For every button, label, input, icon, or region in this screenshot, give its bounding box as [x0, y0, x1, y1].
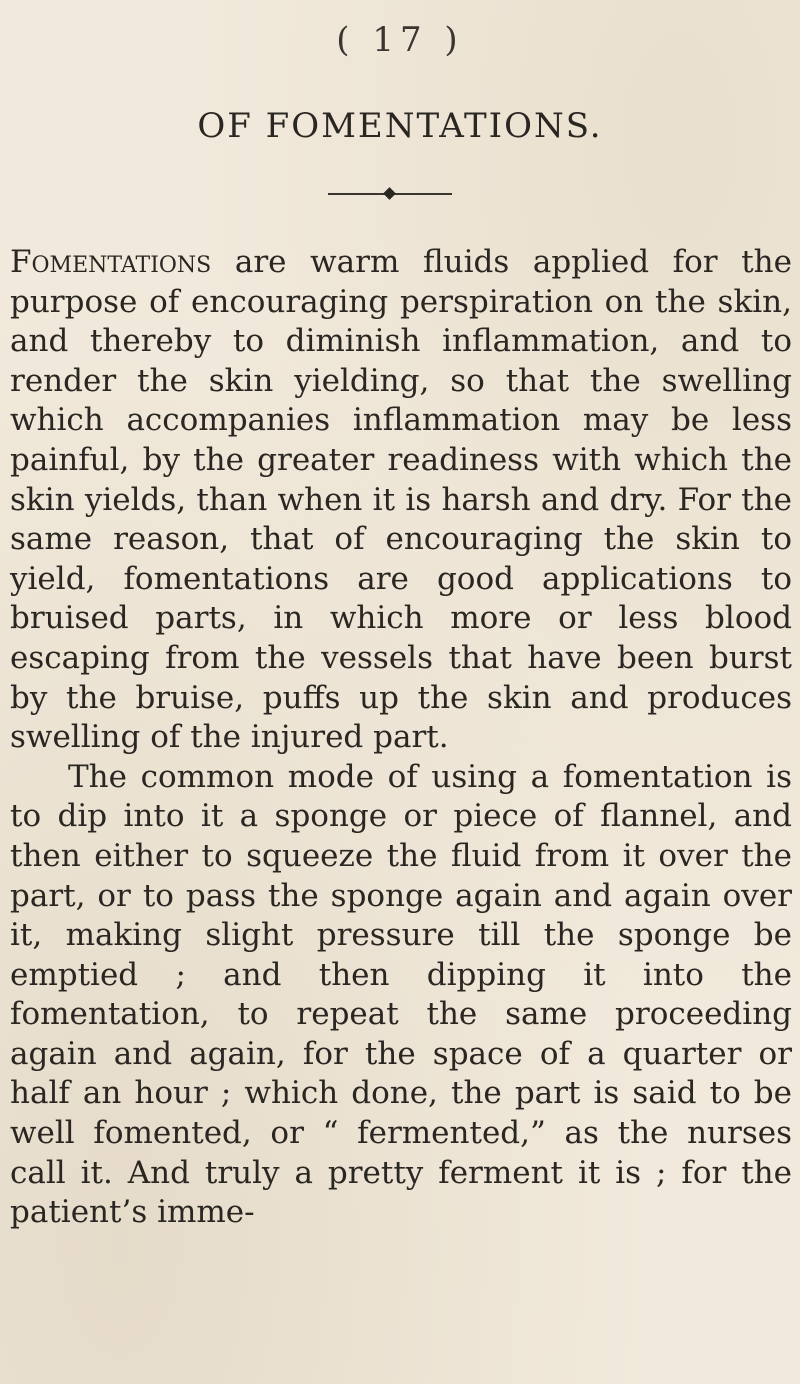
paragraph-1-text: are warm fluids applied for the purpose of encouraging perspiration on the skin, and thereby to diminish inflammation, and to render the skin yielding, so that the swelling which accompanies inflammation may be less painful, by the greater readiness with which the skin yields, than when it is harsh and dry. For the same reason, that of encouraging the skin to yield, fomentations are good applications to bruised parts, in which more or less blood escaping from the vessels that have been burst by the bruise, puffs up the skin and produces swelling of the injured part.: [10, 244, 792, 756]
page-number: ( 17 ): [336, 20, 464, 60]
paragraph-2: [10, 758, 792, 1233]
ornament-diamond-icon: [383, 187, 396, 200]
paragraph-2-text: The common mode of using a fomentation is to dip into it a sponge or piece of flannel, and then either to squeeze the fluid from it over the part, or to pass the sponge again and again over it, making slight pressure till the sponge be emptied ; and then dipping it into the fomentation, to repeat the same proceeding again and again, for the space of a quarter or half an hour ; which done, the part is said to be well fomented, or “ fermented,” as the nurses call it. And truly a pretty ferment it is ; for the patient’s imme-: [10, 758, 792, 1231]
paragraph-lead-word: Fomentations: [10, 244, 212, 280]
title-ornament: [328, 188, 452, 200]
body-text: [10, 243, 792, 1233]
chapter-title: OF FOMENTATIONS.: [197, 106, 603, 146]
paragraph-1: [10, 243, 792, 758]
